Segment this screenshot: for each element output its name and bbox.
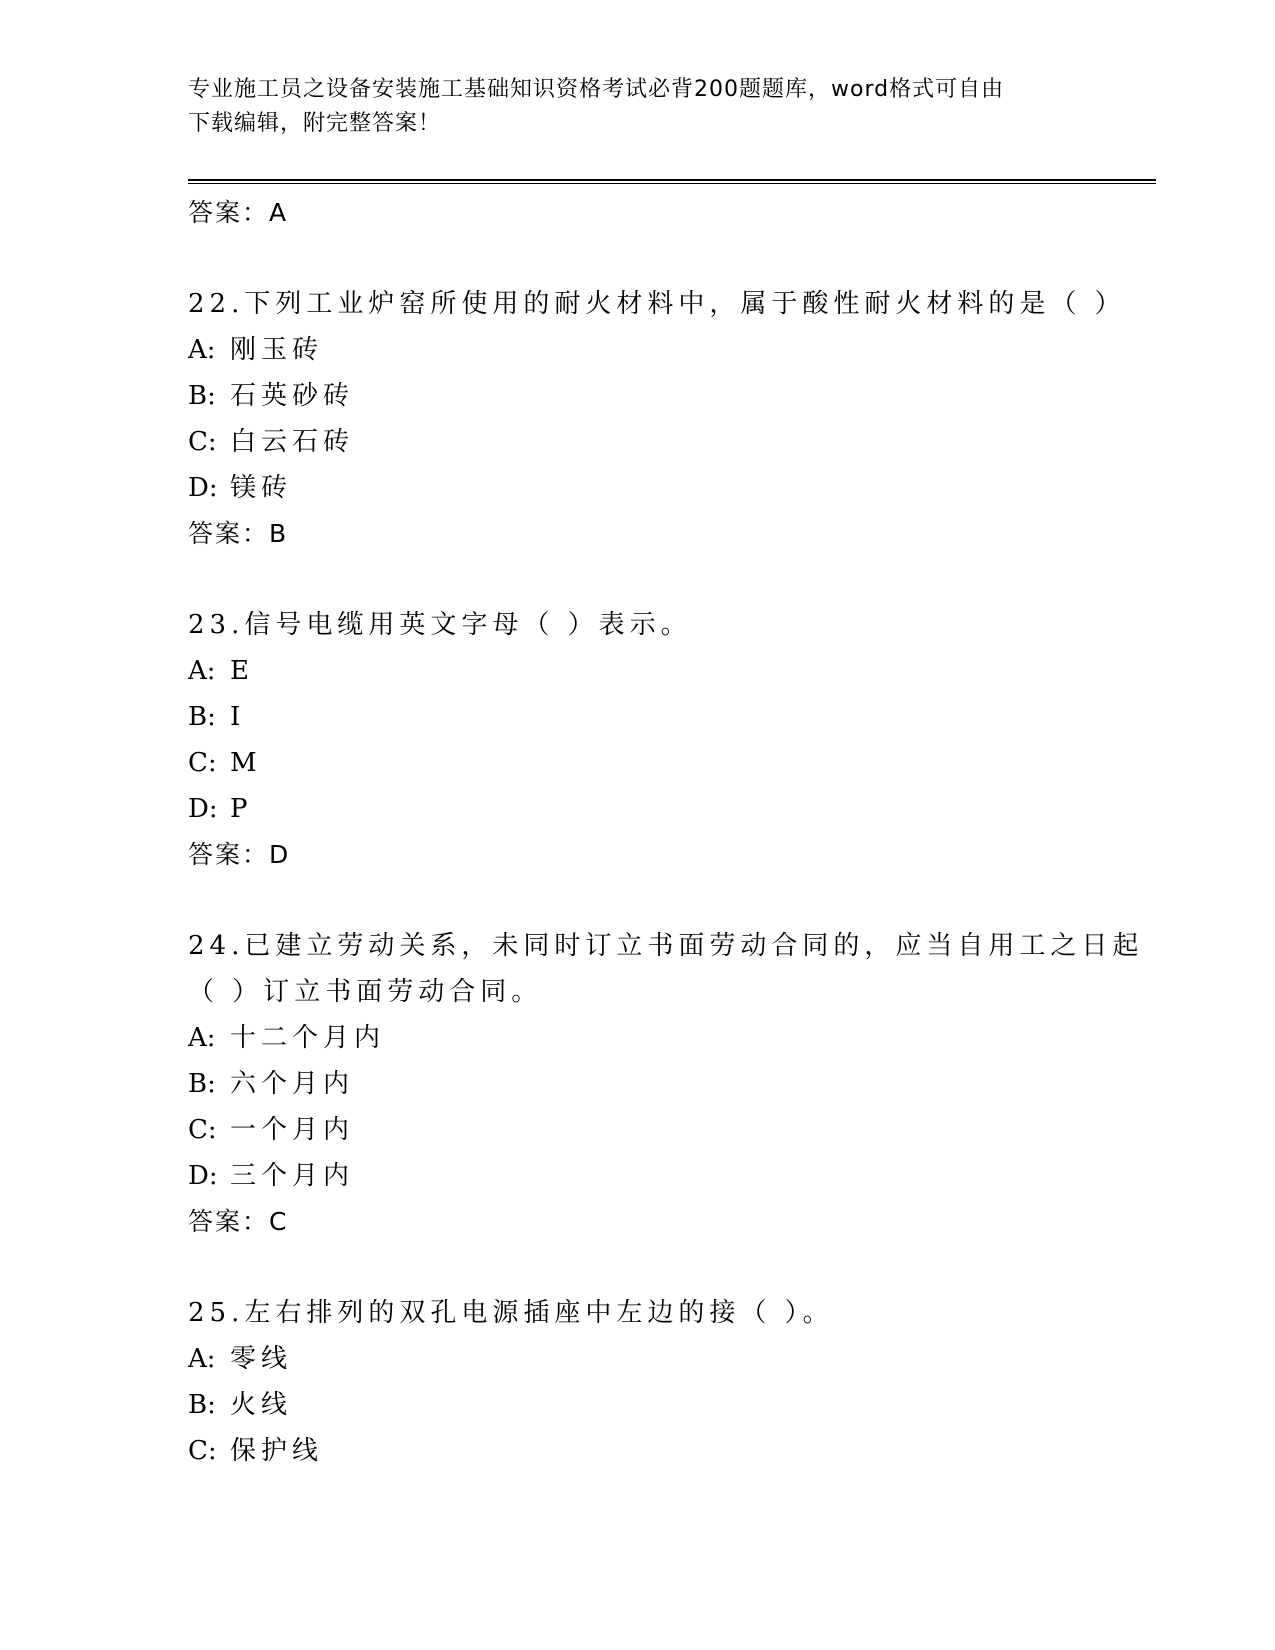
- option-c: [188, 740, 1148, 786]
- option-b: [188, 373, 1148, 419]
- option-text: P: [230, 794, 253, 824]
- option-label: B:: [188, 1390, 216, 1420]
- answer-label: 答案：B: [188, 519, 289, 548]
- option-label: D:: [188, 1161, 218, 1191]
- question-block: [188, 602, 1148, 878]
- option-text: 镁砖: [230, 473, 293, 503]
- option-label: D:: [188, 473, 218, 503]
- answer-label: 答案：D: [188, 840, 291, 869]
- option-label: C:: [188, 1436, 217, 1466]
- option-b: [188, 1382, 1148, 1428]
- answer-label: 答案：A: [188, 198, 289, 227]
- option-label: A:: [188, 656, 216, 686]
- option-a: [188, 1015, 1148, 1061]
- option-label: A:: [188, 335, 216, 365]
- header-line-2: 下载编辑，附完整答案！: [188, 111, 442, 136]
- option-b: [188, 1061, 1148, 1107]
- option-c: [188, 1428, 1148, 1474]
- option-text: M: [230, 748, 262, 778]
- option-label: B:: [188, 702, 216, 732]
- option-text: 石英砂砖: [230, 381, 355, 411]
- question-block: [188, 281, 1148, 557]
- option-c: [188, 1107, 1148, 1153]
- option-c: [188, 419, 1148, 465]
- option-label: C:: [188, 427, 217, 457]
- question-text: 24.已建立劳动关系，未同时订立书面劳动合同的，应当自用工之日起: [188, 931, 1144, 961]
- option-text: 保护线: [230, 1436, 324, 1466]
- option-a: [188, 648, 1148, 694]
- option-d: [188, 465, 1148, 511]
- option-label: C:: [188, 748, 217, 778]
- option-label: A:: [188, 1344, 216, 1374]
- question-text: 23.信号电缆用英文字母（ ）表示。: [188, 610, 692, 640]
- option-text: 火线: [230, 1390, 293, 1420]
- option-text: 六个月内: [230, 1069, 355, 1099]
- option-text: 一个月内: [230, 1115, 355, 1145]
- question-text: 25.左右排列的双孔电源插座中左边的接（ ）。: [188, 1298, 834, 1328]
- option-d: [188, 786, 1148, 832]
- option-a: [188, 327, 1148, 373]
- option-text: E: [230, 656, 254, 686]
- option-text: 十二个月内: [230, 1023, 386, 1053]
- option-text: 刚玉砖: [230, 335, 324, 365]
- option-d: [188, 1153, 1148, 1199]
- document-header: [188, 73, 1088, 141]
- answer-label: 答案：C: [188, 1207, 289, 1236]
- option-label: A:: [188, 1023, 216, 1053]
- header-divider: [188, 179, 1156, 181]
- question-block: [188, 923, 1148, 1245]
- option-label: B:: [188, 381, 216, 411]
- question-block: [188, 1290, 1148, 1474]
- option-label: D:: [188, 794, 218, 824]
- option-text: 零线: [230, 1344, 293, 1374]
- option-b: [188, 694, 1148, 740]
- option-text: 白云石砖: [230, 427, 355, 457]
- option-text: I: [230, 702, 246, 732]
- header-divider-thin: [188, 183, 1156, 184]
- header-line-1: 专业施工员之设备安装施工基础知识资格考试必背200题题库，word格式可自由: [188, 77, 1005, 102]
- question-text: 22.下列工业炉窑所使用的耐火材料中，属于酸性耐火材料的是（ ）: [188, 289, 1126, 319]
- option-label: B:: [188, 1069, 216, 1099]
- option-label: C:: [188, 1115, 217, 1145]
- question-list: [188, 190, 1148, 1474]
- option-text: 三个月内: [230, 1161, 355, 1191]
- option-a: [188, 1336, 1148, 1382]
- question-text-continued: （ ）订立书面劳动合同。: [188, 977, 543, 1007]
